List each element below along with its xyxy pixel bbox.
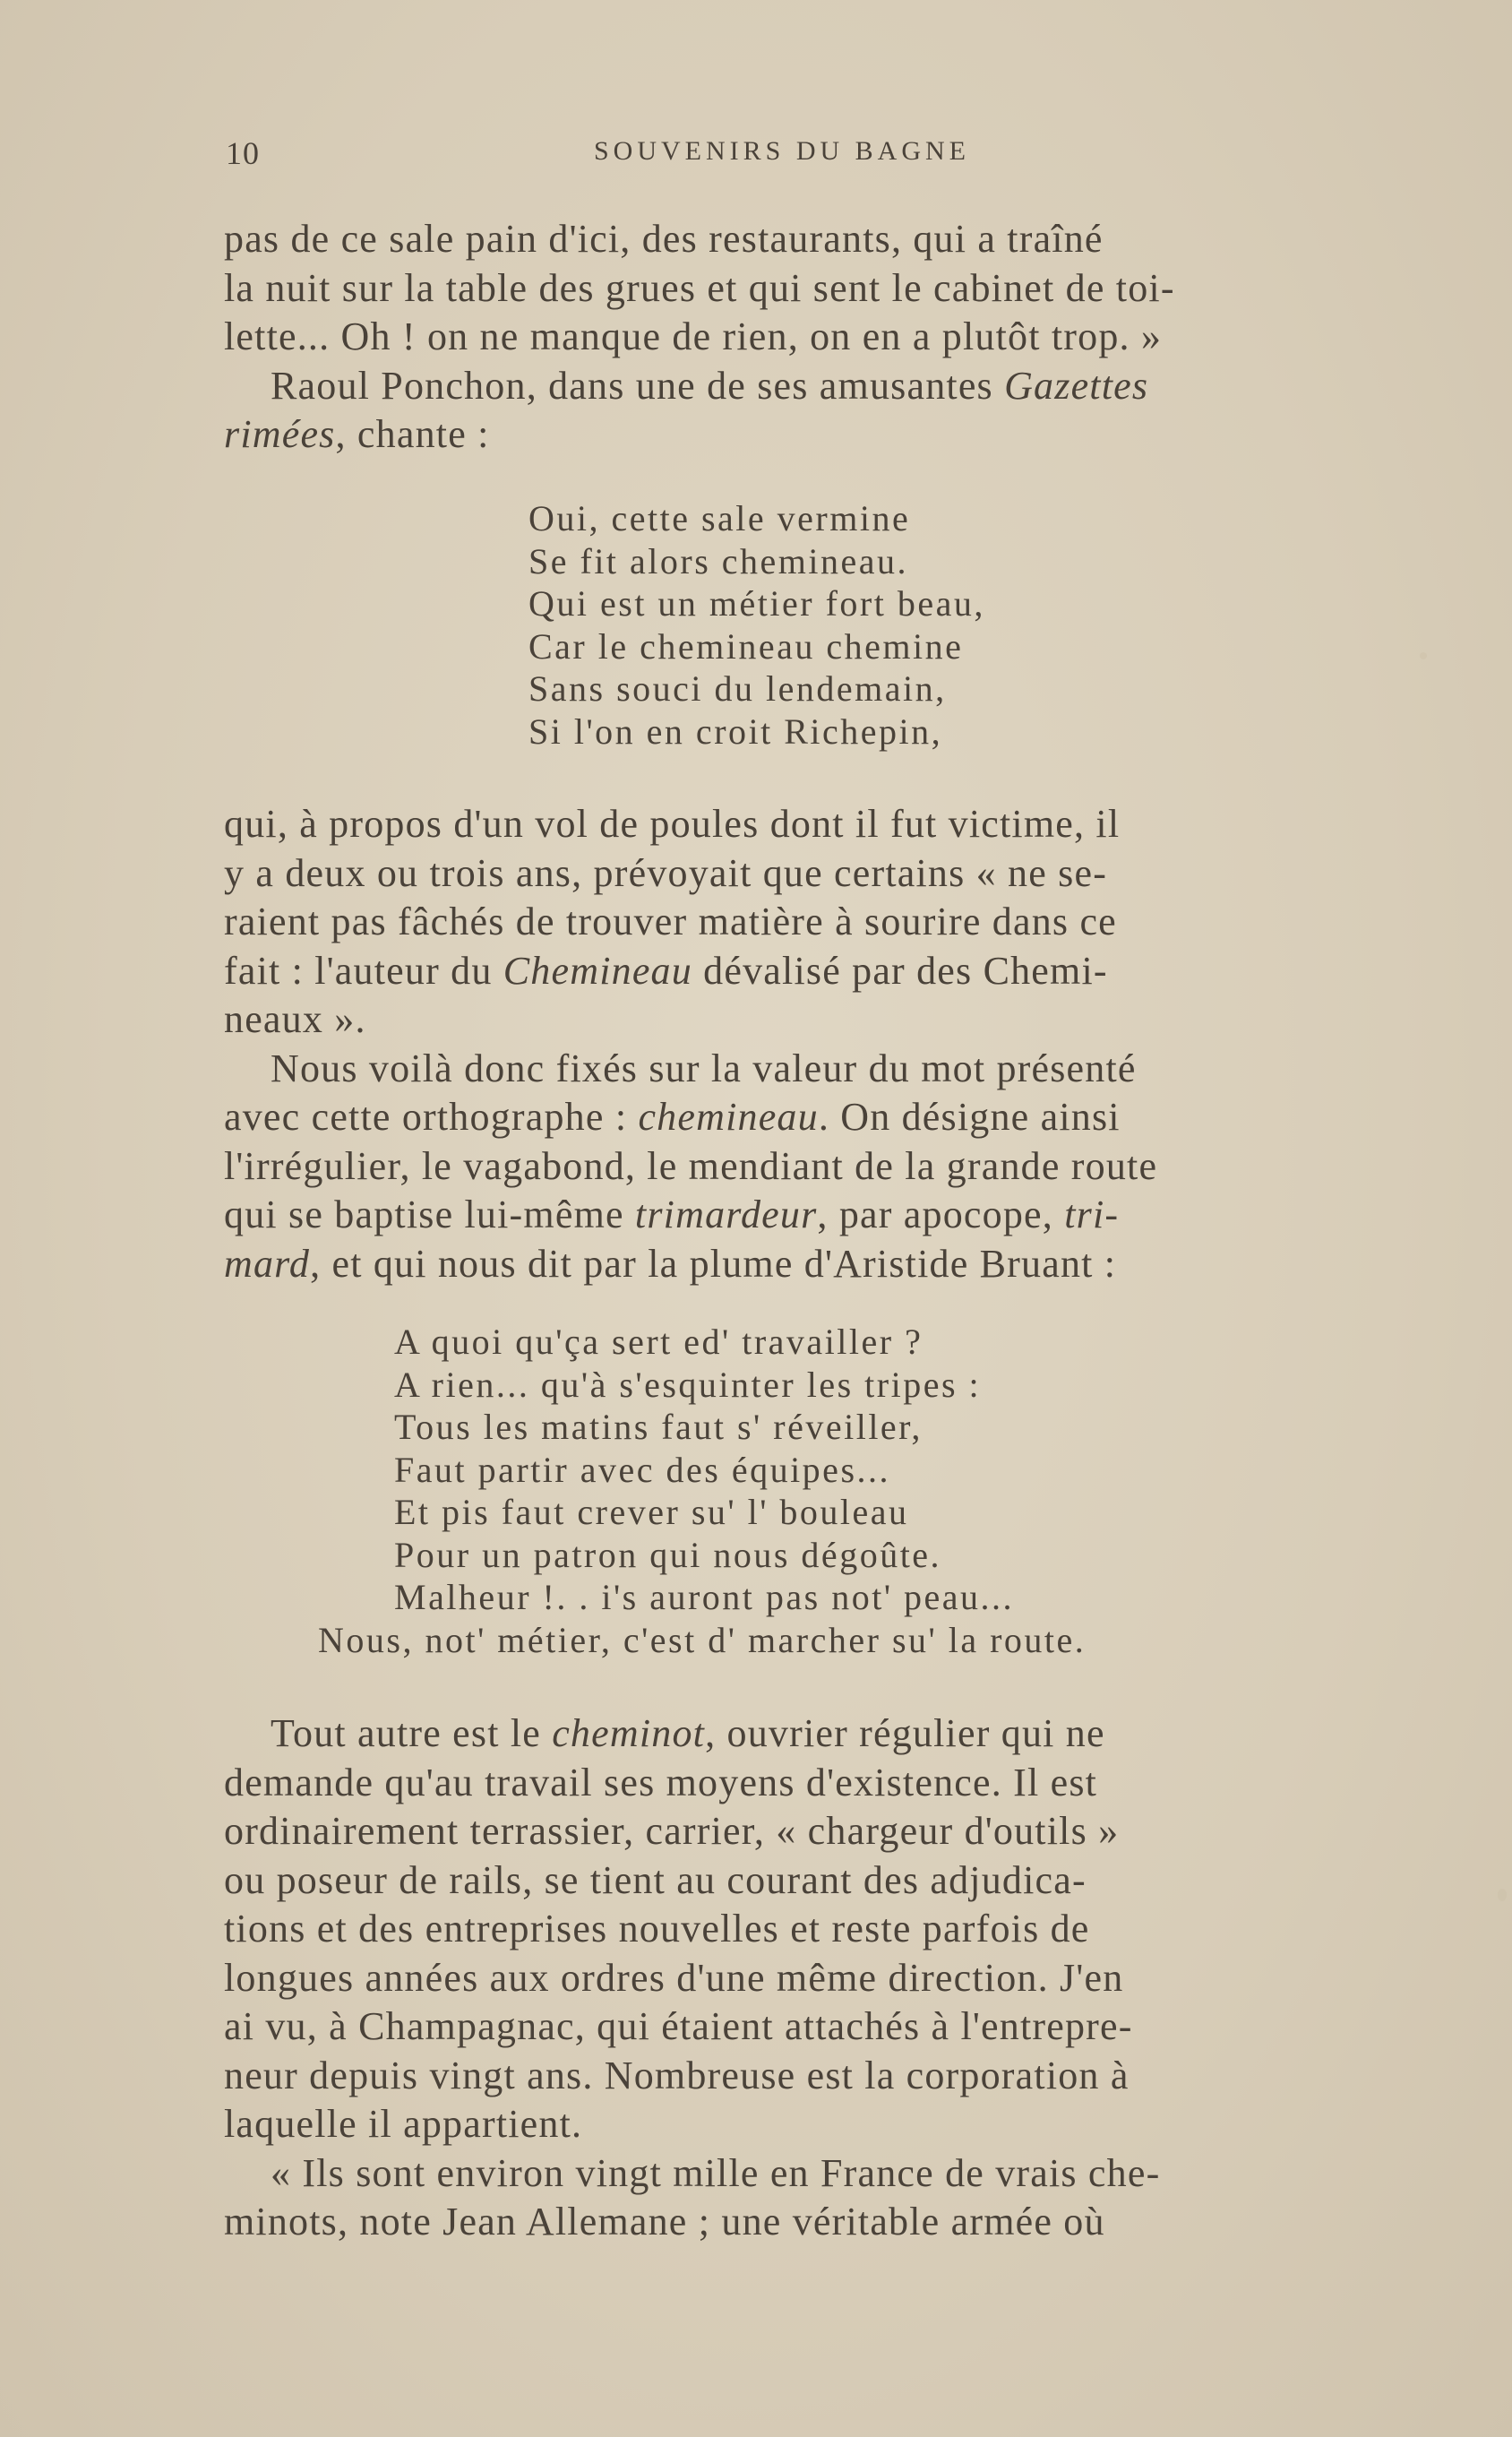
text-line: ordinairement terrassier, carrier, « chargeur d'outils » [224,1809,1120,1853]
text-line: lette... Oh ! on ne manque de rien, on en a plutôt trop. » [224,314,1163,358]
page-header [226,134,1410,179]
text-line: y a deux ou trois ans, prévoyait que certains « ne se- [224,850,1108,895]
text-line: raient pas fâchés de trouver matière à sourire dans ce [224,900,1117,943]
paper-stain [1498,1889,1507,1901]
paper-stain [1420,652,1427,659]
italic-title: Gazettes [1004,363,1149,408]
text-line: laquelle il appartient. [224,2102,583,2146]
text-line: « Ils sont environ vingt mille en France de vrais che- [271,2150,1161,2195]
text-line: neur depuis vingt ans. Nombreuse est la corporation à [224,2053,1130,2097]
verse-line: Pour un patron qui nous dégoûte. [394,1534,942,1575]
verse-line: Nous, not' métier, c'est d' marcher su' la route. [318,1620,1087,1660]
text-line: fait : l'auteur du Chemineau dévalisé par des Chemi- [224,948,1108,993]
verse-bruant [394,1321,1014,1619]
verse-line: Se fit alors chemineau. [528,540,909,581]
italic-title: Chemineau [503,948,692,993]
text-line: tions et des entreprises nouvelles et reste parfois de [224,1907,1090,1950]
verse-line: Malheur !. . i's auront pas not' peau... [394,1577,1015,1617]
text-line: Nous voilà donc fixés sur la valeur du mot présenté [271,1046,1137,1090]
verse-refrain [318,1619,1086,1662]
text-line: longues années aux ordres d'une même direction. J'en [224,1955,1124,2000]
running-title: SOUVENIRS DU BAGNE [593,136,970,166]
italic-word: cheminot [552,1711,706,1755]
verse-ponchon [528,497,985,753]
text-line: Tout autre est le cheminot, ouvrier régulier qui ne [271,1711,1105,1755]
italic-word: tri- [1064,1193,1120,1236]
verse-line: Tous les matins faut s' réveiller, [394,1407,923,1447]
text-line: neaux ». [224,997,366,1041]
text-line: ai vu, à Champagnac, qui étaient attachés à l'entrepre- [224,2004,1133,2048]
italic-word: chemineau [638,1095,819,1139]
verse-line: Sans souci du lendemain, [528,668,947,709]
paragraph-block-1 [224,215,1412,460]
text-line: ou poseur de rails, se tient au courant des adjudica- [224,1857,1087,1902]
text-line: avec cette orthographe : chemineau. On désigne ainsi [224,1095,1121,1139]
text-line: Raoul Ponchon, dans une de ses amusantes Gazettes [271,363,1149,408]
italic-title: rimées [224,412,336,456]
verse-line: Qui est un métier fort beau, [528,583,985,624]
verse-line: A rien... qu'à s'esquinter les tripes : [394,1364,982,1405]
text-line: la nuit sur la table des grues et qui sent le cabinet de toi- [224,265,1175,310]
verse-line: Oui, cette sale vermine [528,498,911,538]
text-line: qui se baptise lui-même trimardeur, par apocope, tri- [224,1193,1120,1236]
verse-line: Faut partir avec des équipes... [394,1449,891,1490]
verse-line: A quoi qu'ça sert ed' travailler ? [394,1322,924,1362]
paragraph-block-2 [224,800,1412,1288]
text-line: minots, note Jean Allemane ; une véritable armée où [224,2200,1105,2243]
verse-line: Et pis faut crever su' l' bouleau [394,1492,909,1532]
text-line: pas de ce sale pain d'ici, des restaurants, qui a traîné [224,217,1104,261]
text-line: demande qu'au travail ses moyens d'existence. Il est [224,1760,1098,1804]
page-number: 10 [226,135,260,171]
text-line: qui, à propos d'un vol de poules dont il fut victime, il [224,802,1121,846]
paragraph-block-3 [224,1709,1412,2247]
italic-word: trimardeur [634,1193,818,1236]
text-line: mard, et qui nous dit par la plume d'Aristide Bruant : [224,1241,1117,1286]
verse-line: Car le chemineau chemine [528,625,964,667]
text-line: rimées, chante : [224,412,490,456]
text-line: l'irrégulier, le vagabond, le mendiant de la grande route [224,1143,1158,1188]
verse-line: Si l'on en croit Richepin, [528,710,943,752]
italic-word: mard [224,1241,311,1286]
